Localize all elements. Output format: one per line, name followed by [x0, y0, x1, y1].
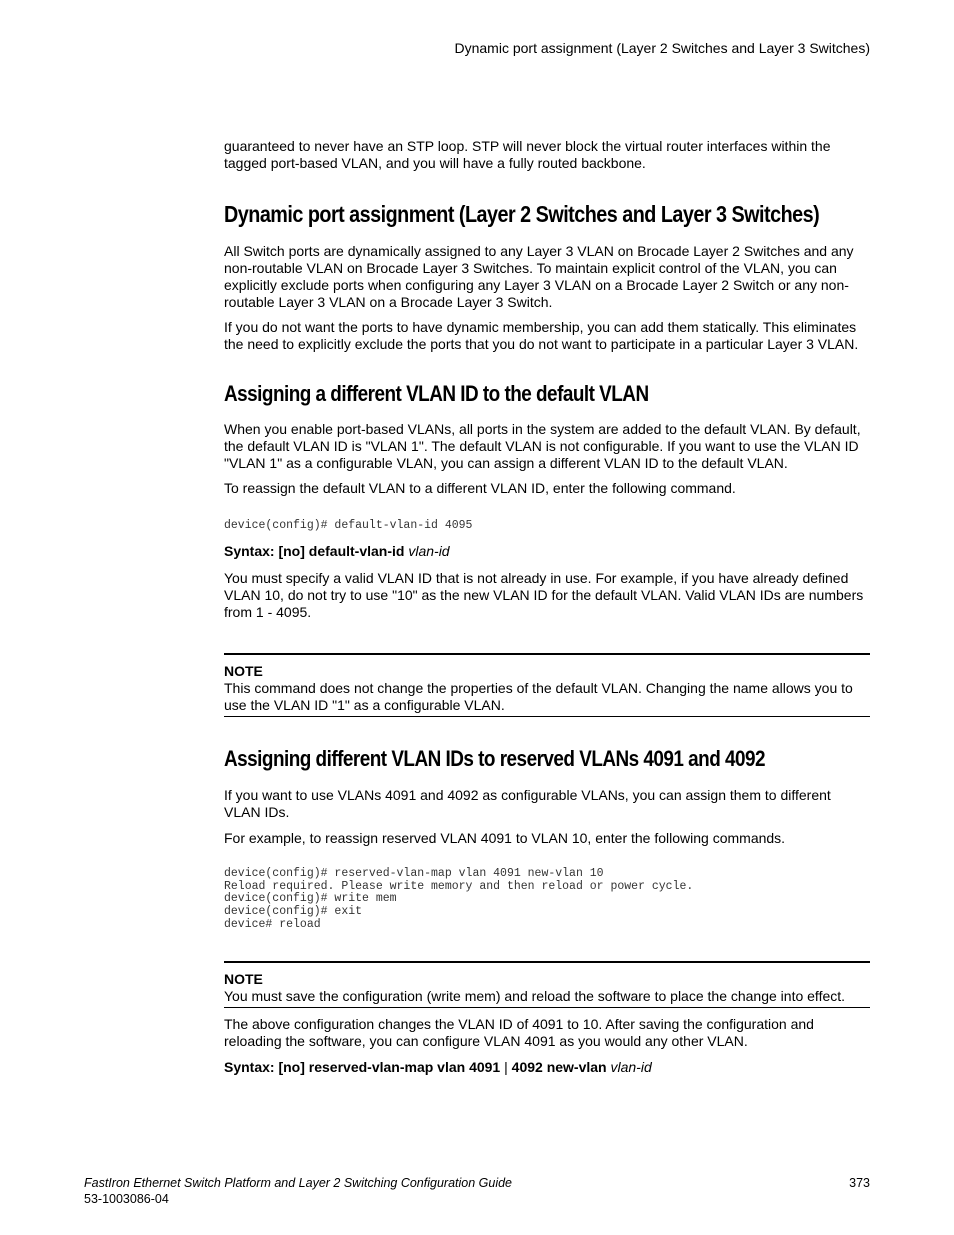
running-header: Dynamic port assignment (Layer 2 Switches and Layer 3 Switches): [454, 40, 870, 56]
section2-paragraph-1: When you enable port-based VLANs, all ports in the system are added to the default VLAN. By default, the default VLAN ID is "VLAN 1". The default VLAN is not configurable. If you want to use the VLAN ID "VLAN 1" as a configurable VLAN, you can assign a different VLAN ID to the default VLAN.: [224, 421, 861, 471]
note-label: NOTE: [224, 662, 263, 679]
syntax-separator: |: [500, 1058, 512, 1075]
section1-paragraph-2: If you do not want the ports to have dynamic membership, you can add them statically. This eliminates the need to explicitly exclude the ports that you do not want to participate in a particular Layer 3 VLAN.: [224, 319, 859, 352]
section3-paragraph-2: For example, to reassign reserved VLAN 4091 to VLAN 10, enter the following commands.: [224, 829, 786, 846]
syntax-parameter: vlan-id: [408, 542, 450, 559]
code-block-default-vlan: device(config)# default-vlan-id 4095: [224, 519, 473, 532]
section1-paragraph-1: All Switch ports are dynamically assigned to any Layer 3 VLAN on Brocade Layer 2 Switches and any non-routable VLAN on Brocade Layer 3 Switches. To maintain explicit control of the VLAN, you can explicitly exclude ports when configuring any Layer 3 VLAN on a Brocade Layer 2 Switch or any non-routable Layer 3 VLAN on a Brocade Layer 3 Switch.: [224, 243, 854, 310]
section-heading-reserved-vlans: Assigning different VLAN IDs to reserved VLANs 4091 and 4092: [224, 745, 766, 771]
page-content: [224, 138, 870, 1076]
note-text: You must save the configuration (write mem) and reload the software to place the change into effect.: [224, 987, 846, 1004]
note-box-reserved-vlans: [224, 961, 870, 1008]
section3-paragraph-1: If you want to use VLANs 4091 and 4092 as configurable VLANs, you can assign them to different VLAN IDs.: [224, 786, 831, 820]
section-heading-dynamic-port-assignment: Dynamic port assignment (Layer 2 Switches and Layer 3 Switches): [224, 201, 820, 227]
page-footer: [84, 1175, 870, 1207]
syntax-command: Syntax: [no] default-vlan-id: [224, 542, 409, 559]
section2-paragraph-2: To reassign the default VLAN to a different VLAN ID, enter the following command.: [224, 480, 736, 496]
syntax-command: Syntax: [no] reserved-vlan-map vlan 4091: [224, 1058, 501, 1075]
note-box-default-vlan: [224, 653, 870, 717]
footer-guide-title: FastIron Ethernet Switch Platform and Layer 2 Switching Configuration Guide: [84, 1176, 512, 1190]
syntax-reserved-vlan-map: [224, 1059, 870, 1076]
section2-paragraph-3: You must specify a valid VLAN ID that is not already in use. For example, if you have already defined VLAN 10, do not try to use "10" as the new VLAN ID for the default VLAN. Valid VLAN IDs are numbers from 1 - 4095.: [224, 569, 864, 620]
syntax-default-vlan-id: [224, 543, 870, 560]
note-text: This command does not change the properties of the default VLAN. Changing the name allows you to use the VLAN ID "1" as a configurable VLAN.: [224, 679, 853, 713]
note-label: NOTE: [224, 970, 263, 987]
syntax-parameter: vlan-id: [610, 1058, 652, 1075]
footer-doc-number: 53-1003086-04: [84, 1192, 169, 1206]
section-heading-default-vlan-id: Assigning a different VLAN ID to the default VLAN: [224, 381, 649, 406]
syntax-command-continued: 4092 new-vlan: [511, 1058, 611, 1075]
page-number: 373: [849, 1176, 870, 1190]
code-block-reserved-vlan-map: device(config)# reserved-vlan-map vlan 4091 new-vlan 10 Reload required. Please write memory and then reload or power cycle. device(config)# write mem device(config)# exit device# reload: [224, 866, 694, 931]
intro-paragraph: guaranteed to never have an STP loop. STP will never block the virtual router interfaces within the tagged port-based VLAN, and you will have a fully routed backbone.: [224, 138, 831, 171]
section3-paragraph-3: The above configuration changes the VLAN ID of 4091 to 10. After saving the configuration and reloading the software, you can configure VLAN 4091 as you would any other VLAN.: [224, 1015, 814, 1049]
